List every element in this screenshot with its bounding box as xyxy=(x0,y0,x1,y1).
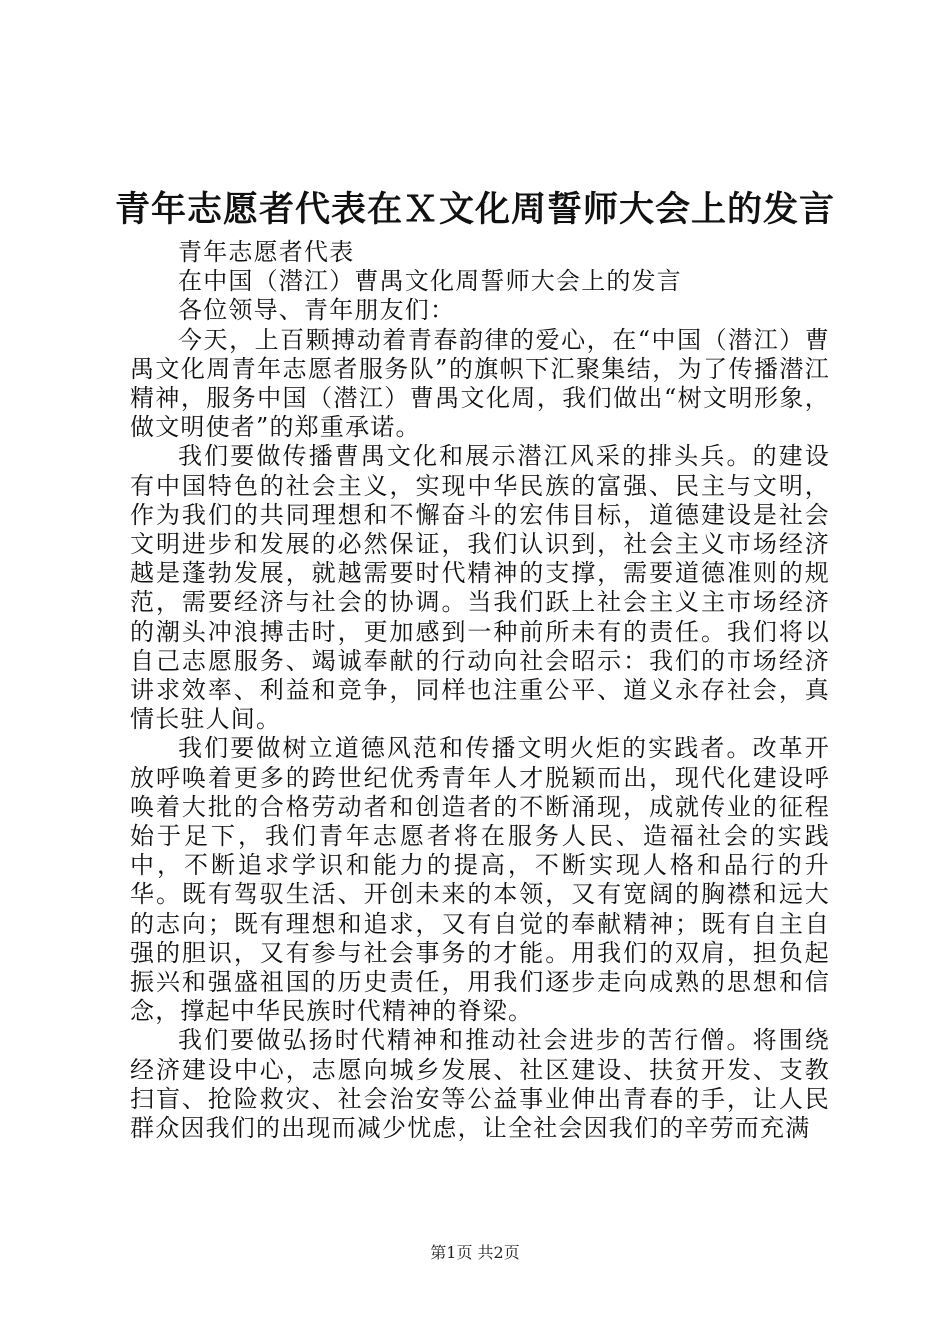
body-paragraph: 我们要做树立道德风范和传播文明火炬的实践者。改革开放呼唤着更多的跨世纪优秀青年人才脱颖而出，现代化建设呼唤着大批的合格劳动者和创造者的不断涌现，成就传业的征程始于足下，我们青年志愿者将在服务人民、造福社会的实践中，不断追求学识和能力的提高，不断实现人格和品行的升华。既有驾驭生活、开创未来的本领，又有宽阔的胸襟和远大的志向；既有理想和追求，又有自觉的奉献精神；既有自主自强的胆识，又有参与社会事务的才能。用我们的双肩，担负起振兴和强盛祖国的历史责任，用我们逐步走向成熟的思想和信念，撑起中华民族时代精神的脊梁。 xyxy=(130,734,830,1026)
document-body xyxy=(130,238,830,1143)
body-paragraph: 我们要做弘扬时代精神和推动社会进步的苦行僧。将围绕经济建设中心，志愿向城乡发展、社区建设、扶贫开发、支教扫盲、抢险救灾、社会治安等公益事业伸出青春的手，让人民群众因我们的出现而减少忧虑，让全社会因我们的辛劳而充满 xyxy=(130,1026,830,1143)
document-title: 青年志愿者代表在Ｘ文化周誓师大会上的发言 xyxy=(114,189,835,230)
salutation: 各位领导、青年朋友们： xyxy=(178,296,456,325)
body-paragraph: 我们要做传播曹禺文化和展示潜江风采的排头兵。的建设有中国特色的社会主义，实现中华民族的富强、民主与文明，作为我们的共同理想和不懈奋斗的宏伟目标，道德建设是社会文明进步和发展的必然保证，我们认识到，社会主义市场经济越是蓬勃发展，就越需要时代精神的支撑，需要道德准则的规范，需要经济与社会的协调。当我们跃上社会主义主市场经济的潮头冲浪搏击时，更加感到一种前所未有的责任。我们将以自己志愿服务、竭诚奉献的行动向社会昭示：我们的市场经济讲求效率、利益和竞争，同样也注重公平、道义永存社会，真情长驻人间。 xyxy=(130,442,830,734)
page-footer: 第1页 共2页 xyxy=(430,1243,520,1262)
occasion-line: 在中国（潜江）曹禺文化周誓师大会上的发言 xyxy=(178,267,682,296)
speaker-line: 青年志愿者代表 xyxy=(178,238,355,266)
body-paragraph: 今天，上百颗搏动着青春韵律的爱心，在“中国（潜江）曹禺文化周青年志愿者服务队”的旗帜下汇聚集结，为了传播潜江精神，服务中国（潜江）曹禺文化周，我们做出“树文明形象，做文明使者”的郑重承诺。 xyxy=(130,325,830,442)
